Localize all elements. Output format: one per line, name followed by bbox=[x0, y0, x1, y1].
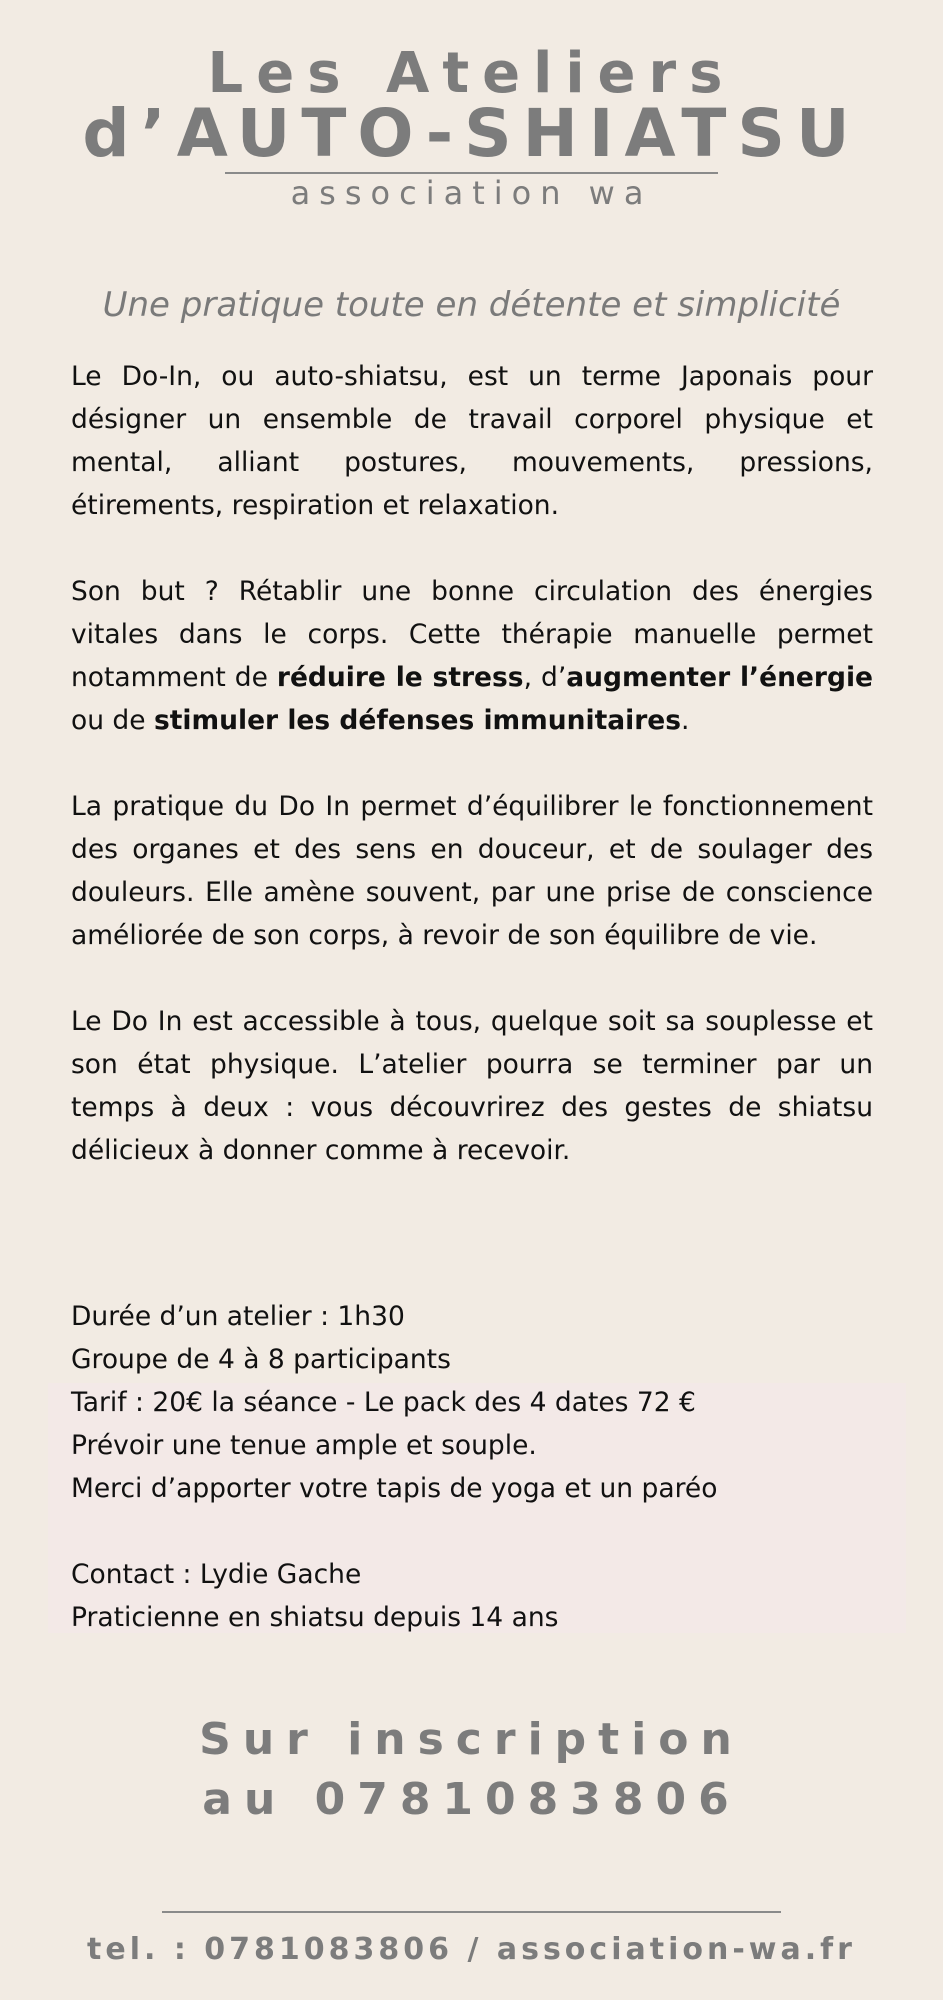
title-line-2: d’AUTO-SHIATSU bbox=[82, 95, 861, 172]
info-contact: Contact : Lydie Gache bbox=[71, 1559, 362, 1590]
paragraph-accessibility: Le Do In est accessible à tous, quelque soit sa souplesse et son état physique. L’atelier pourra se terminer par un temps à deux : vous découvrirez des gestes de shiatsu délicieux à donner comme à recevoir. bbox=[71, 1006, 873, 1166]
info-outfit: Prévoir une tenue ample et souple. bbox=[71, 1430, 537, 1461]
cta-line-1: Sur inscription bbox=[199, 1714, 744, 1765]
info-price: Tarif : 20€ la séance - Le pack des 4 dates 72 € bbox=[71, 1387, 696, 1418]
description-body bbox=[71, 355, 873, 1215]
info-duration: Durée d’un atelier : 1h30 bbox=[71, 1301, 405, 1332]
info-group: Groupe de 4 à 8 participants bbox=[71, 1344, 451, 1375]
paragraph-benefits-end: . bbox=[681, 705, 690, 736]
benefit-stress: réduire le stress bbox=[276, 662, 524, 693]
registration-cta bbox=[0, 1710, 943, 1830]
paragraph-intro: Le Do-In, ou auto-shiatsu, est un terme Japonais pour désigner un ensemble de travail corporel physique et mental, alliant postures, mouvements, pressions, étirements, respiration et relaxation. bbox=[71, 361, 873, 521]
practical-info bbox=[71, 1295, 901, 1639]
title-line-1: Les Ateliers bbox=[207, 41, 736, 106]
footer-divider bbox=[162, 1911, 781, 1913]
info-experience: Praticienne en shiatsu depuis 14 ans bbox=[71, 1602, 559, 1633]
benefit-energy: augmenter l’énergie bbox=[566, 662, 874, 693]
cta-phone[interactable]: au 0781083806 bbox=[202, 1774, 741, 1825]
paragraph-benefits bbox=[71, 570, 873, 742]
tagline: Une pratique toute en détente et simplicité bbox=[102, 285, 841, 325]
association-subtitle: association wa bbox=[290, 174, 653, 212]
info-bring: Merci d’apporter votre tapis de yoga et un paréo bbox=[71, 1473, 718, 1504]
paragraph-balance: La pratique du Do In permet d’équilibrer le fonctionnement des organes et des sens en douceur, et de soulager des douleurs. Elle amène souvent, par une prise de conscience améliorée de son corps, à revoir de son équilibre de vie. bbox=[71, 791, 873, 951]
benefit-immunity: stimuler les défenses immunitaires bbox=[153, 705, 682, 736]
footer-contact[interactable]: tel. : 0781083806 / association-wa.fr bbox=[87, 1932, 856, 1967]
paragraph-benefits-intro: Son but ? Rétablir une bonne circulation des énergies vitales dans le corps. Cette thérapie manuelle permet notamment de bbox=[71, 576, 873, 693]
info-spacer bbox=[71, 1510, 901, 1553]
paragraph-benefits-sep2: ou de bbox=[71, 705, 154, 736]
paragraph-benefits-sep1: , d’ bbox=[523, 662, 567, 693]
